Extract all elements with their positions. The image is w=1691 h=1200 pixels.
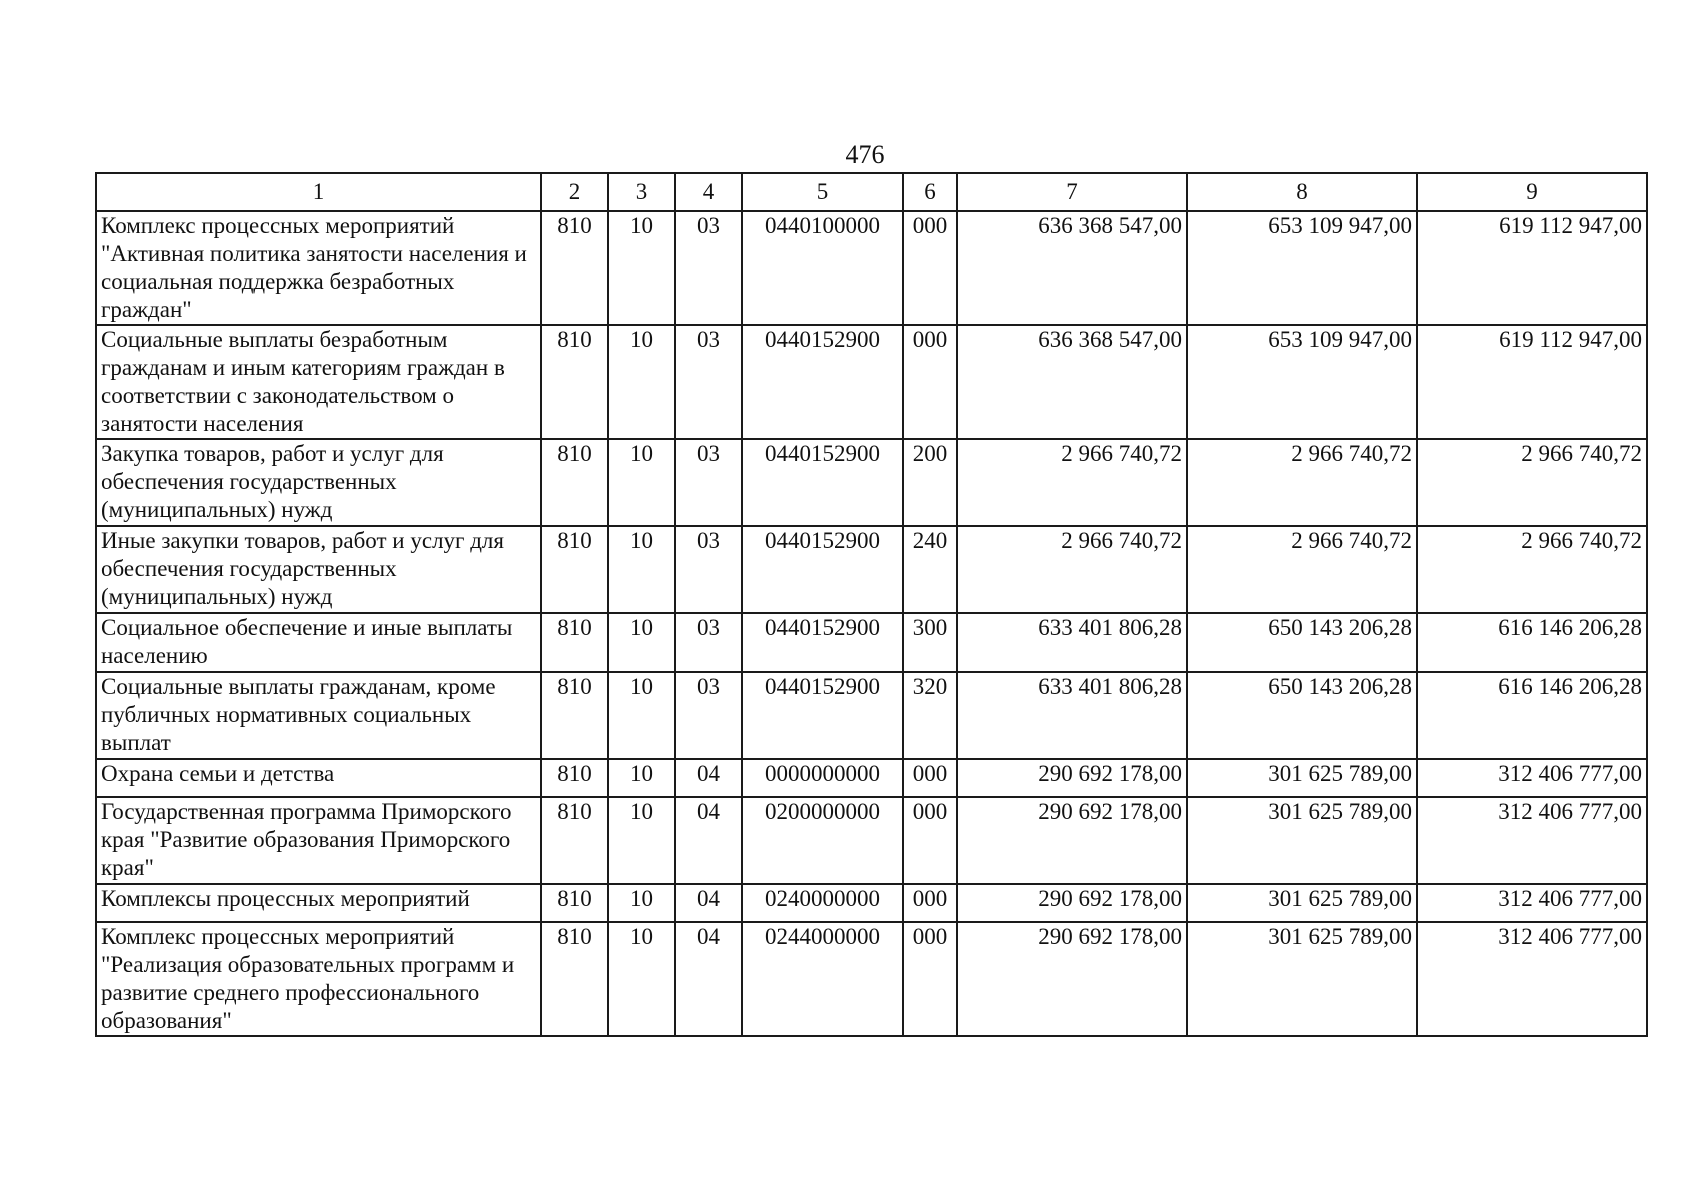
cell-2: 810 — [541, 613, 608, 672]
cell-3: 10 — [608, 526, 675, 613]
cell-4: 04 — [675, 797, 742, 884]
cell-2: 810 — [541, 797, 608, 884]
table-row — [96, 759, 1647, 797]
amount-8: 301 625 789,00 — [1187, 797, 1417, 884]
amount-9: 312 406 777,00 — [1417, 797, 1647, 884]
cell-4: 04 — [675, 884, 742, 922]
cell-5: 0440152900 — [742, 613, 903, 672]
table-row — [96, 884, 1647, 922]
column-header: 4 — [675, 173, 742, 211]
amount-9: 2 966 740,72 — [1417, 526, 1647, 613]
cell-6: 000 — [903, 922, 957, 1036]
cell-2: 810 — [541, 884, 608, 922]
amount-7: 633 401 806,28 — [957, 613, 1187, 672]
amount-9: 312 406 777,00 — [1417, 759, 1647, 797]
row-name: Закупка товаров, работ и услуг для обеспечения государственных (муниципальных) нужд — [96, 439, 541, 526]
table-row — [96, 922, 1647, 1036]
amount-9: 312 406 777,00 — [1417, 884, 1647, 922]
cell-5: 0200000000 — [742, 797, 903, 884]
table-row — [96, 613, 1647, 672]
cell-3: 10 — [608, 672, 675, 759]
cell-2: 810 — [541, 922, 608, 1036]
row-name: Комплекс процессных мероприятий "Реализация образовательных программ и развитие среднего профессионального образования" — [96, 922, 541, 1036]
cell-4: 03 — [675, 526, 742, 613]
row-name: Комплексы процессных мероприятий — [96, 884, 541, 922]
cell-4: 03 — [675, 439, 742, 526]
amount-7: 2 966 740,72 — [957, 526, 1187, 613]
cell-6: 300 — [903, 613, 957, 672]
cell-3: 10 — [608, 325, 675, 439]
cell-5: 0000000000 — [742, 759, 903, 797]
cell-2: 810 — [541, 526, 608, 613]
column-header: 9 — [1417, 173, 1647, 211]
column-header: 7 — [957, 173, 1187, 211]
header-row — [96, 173, 1647, 211]
amount-7: 633 401 806,28 — [957, 672, 1187, 759]
cell-5: 0440100000 — [742, 211, 903, 325]
amount-7: 2 966 740,72 — [957, 439, 1187, 526]
cell-6: 000 — [903, 884, 957, 922]
cell-5: 0440152900 — [742, 526, 903, 613]
row-name: Социальные выплаты гражданам, кроме публичных нормативных социальных выплат — [96, 672, 541, 759]
column-header: 6 — [903, 173, 957, 211]
cell-5: 0440152900 — [742, 439, 903, 526]
cell-4: 03 — [675, 211, 742, 325]
cell-2: 810 — [541, 211, 608, 325]
amount-7: 636 368 547,00 — [957, 211, 1187, 325]
amount-8: 2 966 740,72 — [1187, 439, 1417, 526]
budget-table — [95, 172, 1648, 1037]
cell-2: 810 — [541, 325, 608, 439]
amount-7: 290 692 178,00 — [957, 797, 1187, 884]
cell-5: 0440152900 — [742, 672, 903, 759]
table-row — [96, 797, 1647, 884]
amount-8: 650 143 206,28 — [1187, 613, 1417, 672]
amount-9: 619 112 947,00 — [1417, 211, 1647, 325]
row-name: Комплекс процессных мероприятий "Активная политика занятости населения и социальная поддержка безработных граждан" — [96, 211, 541, 325]
amount-9: 312 406 777,00 — [1417, 922, 1647, 1036]
amount-8: 650 143 206,28 — [1187, 672, 1417, 759]
amount-8: 653 109 947,00 — [1187, 211, 1417, 325]
amount-8: 301 625 789,00 — [1187, 922, 1417, 1036]
table-row — [96, 439, 1647, 526]
cell-3: 10 — [608, 922, 675, 1036]
row-name: Социальное обеспечение и иные выплаты населению — [96, 613, 541, 672]
cell-2: 810 — [541, 759, 608, 797]
column-header: 5 — [742, 173, 903, 211]
amount-9: 616 146 206,28 — [1417, 672, 1647, 759]
cell-2: 810 — [541, 439, 608, 526]
cell-4: 04 — [675, 922, 742, 1036]
page-number: 476 — [845, 140, 885, 169]
cell-3: 10 — [608, 797, 675, 884]
cell-6: 000 — [903, 211, 957, 325]
cell-5: 0440152900 — [742, 325, 903, 439]
table-row — [96, 211, 1647, 325]
table-row — [96, 672, 1647, 759]
cell-6: 000 — [903, 759, 957, 797]
amount-8: 301 625 789,00 — [1187, 759, 1417, 797]
column-header: 2 — [541, 173, 608, 211]
amount-8: 653 109 947,00 — [1187, 325, 1417, 439]
cell-6: 320 — [903, 672, 957, 759]
amount-7: 290 692 178,00 — [957, 884, 1187, 922]
cell-5: 0240000000 — [742, 884, 903, 922]
column-header: 1 — [96, 173, 541, 211]
row-name: Государственная программа Приморского края "Развитие образования Приморского края" — [96, 797, 541, 884]
amount-9: 619 112 947,00 — [1417, 325, 1647, 439]
amount-7: 290 692 178,00 — [957, 922, 1187, 1036]
cell-6: 200 — [903, 439, 957, 526]
cell-4: 03 — [675, 325, 742, 439]
amount-9: 616 146 206,28 — [1417, 613, 1647, 672]
amount-8: 301 625 789,00 — [1187, 884, 1417, 922]
cell-3: 10 — [608, 884, 675, 922]
column-header: 3 — [608, 173, 675, 211]
amount-7: 290 692 178,00 — [957, 759, 1187, 797]
amount-8: 2 966 740,72 — [1187, 526, 1417, 613]
row-name: Иные закупки товаров, работ и услуг для обеспечения государственных (муниципальных) нужд — [96, 526, 541, 613]
table-row — [96, 526, 1647, 613]
table-row — [96, 325, 1647, 439]
cell-3: 10 — [608, 613, 675, 672]
cell-4: 04 — [675, 759, 742, 797]
row-name: Социальные выплаты безработным гражданам и иным категориям граждан в соответствии с законодательством о занятости населения — [96, 325, 541, 439]
row-name: Охрана семьи и детства — [96, 759, 541, 797]
cell-3: 10 — [608, 211, 675, 325]
cell-4: 03 — [675, 672, 742, 759]
cell-6: 000 — [903, 325, 957, 439]
cell-3: 10 — [608, 439, 675, 526]
column-header: 8 — [1187, 173, 1417, 211]
cell-6: 240 — [903, 526, 957, 613]
amount-9: 2 966 740,72 — [1417, 439, 1647, 526]
amount-7: 636 368 547,00 — [957, 325, 1187, 439]
cell-4: 03 — [675, 613, 742, 672]
cell-6: 000 — [903, 797, 957, 884]
cell-2: 810 — [541, 672, 608, 759]
cell-3: 10 — [608, 759, 675, 797]
cell-5: 0244000000 — [742, 922, 903, 1036]
